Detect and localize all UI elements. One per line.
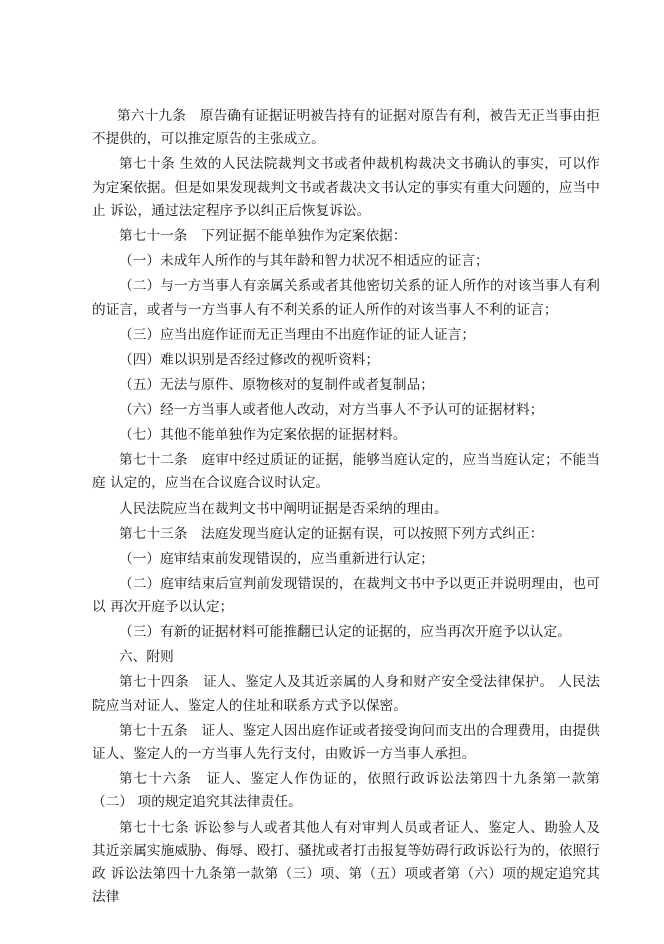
- article-73-item-2: （二）庭审结束后宣判前发现错误的，在裁判文书中予以更正并说明理由，也可以 再次开庭予以认定；: [92, 575, 600, 616]
- article-71-item-7: （七）其他不能单独作为定案依据的证据材料。: [119, 427, 407, 444]
- article-71-item-1: （一）未成年人所作的与其年龄和智力状况不相适应的证言；: [119, 253, 489, 270]
- section-heading-supplementary: 六、附则: [119, 649, 174, 666]
- article-76: 第七十六条 证人、鉴定人作伪证的，依照行政诉讼法第四十九条第一款第（二） 项的规定追究其法律责任。: [92, 771, 600, 811]
- article-71: 第七十一条 下列证据不能单独作为定案依据：: [119, 228, 407, 245]
- article-73-item-3: （三）有新的证据材料可能推翻已认定的证据的，应当再次开庭予以认定。: [119, 624, 571, 641]
- article-71-item-4: （四）难以识别是否经过修改的视听资料；: [119, 351, 380, 368]
- article-69: 第六十九条 原告确有证据证明被告持有的证据对原告有利，被告无正当事由拒不提供的，可以推定原告的主张成立。: [92, 108, 600, 148]
- article-73-item-1: （一）庭审结束前发现错误的，应当重新进行认定；: [119, 550, 434, 567]
- article-71-item-5: （五）无法与原件、原物核对的复制件或者复制品；: [119, 376, 434, 393]
- article-74: 第七十四条 证人、鉴定人及其近亲属的人身和财产安全受法律保护。 人民法院应当对证人、鉴定人的住址和联系方式予以保密。: [92, 674, 600, 714]
- article-77: 第七十七条 诉讼参与人或者其他人有对审判人员或者证人、鉴定人、勘验人及其近亲属实施威胁、侮辱、殴打、骚扰或者打击报复等妨碍行政诉讼行为的，依照行政 诉讼法第四十九条第一款第（三）项、第（五）项或者第（六）项的规定追究其法律: [92, 819, 600, 906]
- article-72: 第七十二条 庭审中经过质证的证据，能够当庭认定的，应当当庭认定；不能当庭 认定的，应当在合议庭合议时认定。: [92, 452, 600, 492]
- article-71-item-2: （二）与一方当事人有亲属关系或者其他密切关系的证人所作的对该当事人有利的证言，或者与一方当事人有不利关系的证人所作的对该当事人不利的证言；: [92, 278, 600, 318]
- article-73: 第七十三条 法庭发现当庭认定的证据有误，可以按照下列方式纠正：: [119, 525, 544, 542]
- article-75: 第七十五条 证人、鉴定人因出庭作证或者接受询问而支出的合理费用，由提供证人、鉴定人的一方当事人先行支付，由败诉一方当事人承担。: [92, 722, 600, 763]
- article-72-reasoning: 人民法院应当在裁判文书中阐明证据是否采纳的理由。: [119, 500, 448, 517]
- article-70: 第七十条 生效的人民法院裁判文书或者仲裁机构裁决文书确认的事实，可以作为定案依据。但是如果发现裁判文书或者裁决文书认定的事实有重大问题的，应当中止 诉讼，通过法定程序予以纠正后恢复诉讼。: [92, 156, 600, 219]
- article-71-item-3: （三）应当出庭作证而无正当理由不出庭作证的证人证言；: [119, 326, 476, 343]
- document-body: [92, 105, 600, 910]
- article-71-item-6: （六）经一方当事人或者他人改动，对方当事人不予认可的证据材料；: [119, 401, 544, 418]
